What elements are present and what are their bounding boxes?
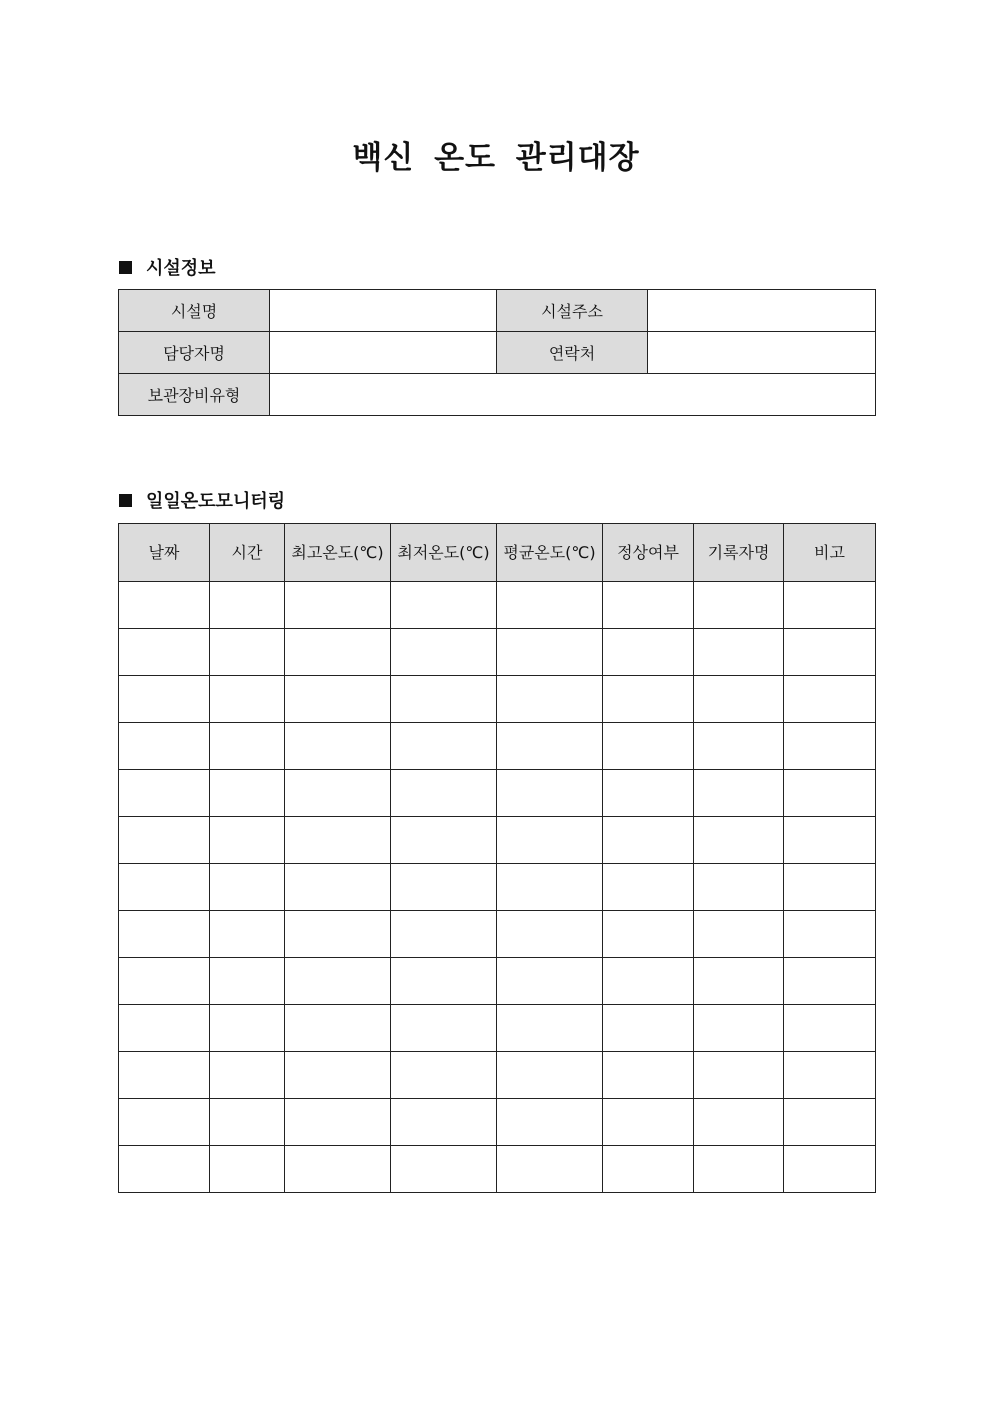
cell-time[interactable] bbox=[210, 629, 285, 676]
square-bullet-icon bbox=[119, 494, 132, 507]
cell-avg-temp[interactable] bbox=[497, 582, 603, 629]
cell-normal-status[interactable] bbox=[603, 911, 694, 958]
facility-row bbox=[119, 332, 876, 374]
table-row bbox=[119, 911, 876, 958]
table-header-row bbox=[119, 524, 876, 582]
cell-min-temp[interactable] bbox=[391, 723, 497, 770]
storage-equipment-type-label: 보관장비유형 bbox=[119, 374, 270, 416]
cell-remarks[interactable] bbox=[784, 723, 876, 770]
cell-time[interactable] bbox=[210, 723, 285, 770]
cell-time[interactable] bbox=[210, 770, 285, 817]
table-row bbox=[119, 629, 876, 676]
document-title: 백신 온도 관리대장 bbox=[352, 140, 640, 176]
cell-min-temp[interactable] bbox=[391, 1005, 497, 1052]
cell-avg-temp[interactable] bbox=[497, 817, 603, 864]
facility-name-field[interactable] bbox=[270, 290, 497, 332]
cell-date[interactable] bbox=[119, 723, 210, 770]
cell-date[interactable] bbox=[119, 958, 210, 1005]
cell-max-temp[interactable] bbox=[285, 582, 391, 629]
cell-max-temp[interactable] bbox=[285, 676, 391, 723]
cell-max-temp[interactable] bbox=[285, 770, 391, 817]
storage-equipment-type-field[interactable] bbox=[270, 374, 876, 416]
facility-address-field[interactable] bbox=[648, 290, 876, 332]
cell-max-temp[interactable] bbox=[285, 817, 391, 864]
cell-max-temp[interactable] bbox=[285, 958, 391, 1005]
column-header-avg-temp: 평균온도(℃) bbox=[497, 524, 603, 582]
cell-recorder[interactable] bbox=[694, 582, 784, 629]
cell-date[interactable] bbox=[119, 864, 210, 911]
cell-normal-status[interactable] bbox=[603, 770, 694, 817]
cell-date[interactable] bbox=[119, 676, 210, 723]
cell-normal-status[interactable] bbox=[603, 1099, 694, 1146]
cell-date[interactable] bbox=[119, 629, 210, 676]
cell-normal-status[interactable] bbox=[603, 582, 694, 629]
manager-name-field[interactable] bbox=[270, 332, 497, 374]
table-row bbox=[119, 1099, 876, 1146]
cell-min-temp[interactable] bbox=[391, 817, 497, 864]
cell-avg-temp[interactable] bbox=[497, 1052, 603, 1099]
cell-remarks[interactable] bbox=[784, 1005, 876, 1052]
cell-remarks[interactable] bbox=[784, 629, 876, 676]
cell-time[interactable] bbox=[210, 1052, 285, 1099]
cell-time[interactable] bbox=[210, 864, 285, 911]
cell-normal-status[interactable] bbox=[603, 864, 694, 911]
cell-date[interactable] bbox=[119, 1146, 210, 1193]
cell-recorder[interactable] bbox=[694, 1005, 784, 1052]
cell-max-temp[interactable] bbox=[285, 911, 391, 958]
table-row bbox=[119, 676, 876, 723]
cell-avg-temp[interactable] bbox=[497, 911, 603, 958]
monitoring-section-heading bbox=[119, 487, 285, 513]
cell-normal-status[interactable] bbox=[603, 1005, 694, 1052]
cell-normal-status[interactable] bbox=[603, 958, 694, 1005]
cell-time[interactable] bbox=[210, 582, 285, 629]
cell-recorder[interactable] bbox=[694, 770, 784, 817]
cell-date[interactable] bbox=[119, 582, 210, 629]
facility-info-table bbox=[118, 289, 876, 416]
cell-remarks[interactable] bbox=[784, 1052, 876, 1099]
cell-normal-status[interactable] bbox=[603, 1052, 694, 1099]
cell-avg-temp[interactable] bbox=[497, 1099, 603, 1146]
cell-remarks[interactable] bbox=[784, 770, 876, 817]
cell-normal-status[interactable] bbox=[603, 817, 694, 864]
column-header-time: 시간 bbox=[210, 524, 285, 582]
cell-min-temp[interactable] bbox=[391, 864, 497, 911]
cell-min-temp[interactable] bbox=[391, 582, 497, 629]
cell-time[interactable] bbox=[210, 676, 285, 723]
cell-date[interactable] bbox=[119, 1099, 210, 1146]
contact-label: 연락처 bbox=[497, 332, 648, 374]
square-bullet-icon bbox=[119, 261, 132, 274]
table-row bbox=[119, 770, 876, 817]
facility-section-heading bbox=[119, 254, 216, 280]
cell-date[interactable] bbox=[119, 817, 210, 864]
column-header-max-temp: 최고온도(℃) bbox=[285, 524, 391, 582]
cell-date[interactable] bbox=[119, 1052, 210, 1099]
cell-max-temp[interactable] bbox=[285, 1052, 391, 1099]
cell-remarks[interactable] bbox=[784, 864, 876, 911]
facility-section-title: 시설정보 bbox=[146, 258, 216, 279]
cell-min-temp[interactable] bbox=[391, 1099, 497, 1146]
cell-remarks[interactable] bbox=[784, 676, 876, 723]
cell-avg-temp[interactable] bbox=[497, 1146, 603, 1193]
cell-remarks[interactable] bbox=[784, 1146, 876, 1193]
cell-recorder[interactable] bbox=[694, 723, 784, 770]
cell-avg-temp[interactable] bbox=[497, 958, 603, 1005]
cell-min-temp[interactable] bbox=[391, 770, 497, 817]
facility-row bbox=[119, 374, 876, 416]
cell-time[interactable] bbox=[210, 958, 285, 1005]
contact-field[interactable] bbox=[648, 332, 876, 374]
column-header-min-temp: 최저온도(℃) bbox=[391, 524, 497, 582]
daily-temperature-table bbox=[118, 523, 876, 1193]
cell-min-temp[interactable] bbox=[391, 1052, 497, 1099]
cell-normal-status[interactable] bbox=[603, 723, 694, 770]
cell-remarks[interactable] bbox=[784, 582, 876, 629]
cell-min-temp[interactable] bbox=[391, 629, 497, 676]
facility-name-label: 시설명 bbox=[119, 290, 270, 332]
cell-recorder[interactable] bbox=[694, 911, 784, 958]
column-header-normal-status: 정상여부 bbox=[603, 524, 694, 582]
cell-avg-temp[interactable] bbox=[497, 770, 603, 817]
cell-date[interactable] bbox=[119, 770, 210, 817]
cell-date[interactable] bbox=[119, 911, 210, 958]
table-row bbox=[119, 1146, 876, 1193]
cell-recorder[interactable] bbox=[694, 817, 784, 864]
table-row bbox=[119, 1005, 876, 1052]
cell-time[interactable] bbox=[210, 911, 285, 958]
table-row bbox=[119, 723, 876, 770]
table-row bbox=[119, 582, 876, 629]
facility-row bbox=[119, 290, 876, 332]
column-header-recorder: 기록자명 bbox=[694, 524, 784, 582]
cell-normal-status[interactable] bbox=[603, 1146, 694, 1193]
table-row bbox=[119, 864, 876, 911]
cell-max-temp[interactable] bbox=[285, 1005, 391, 1052]
monitoring-section-title: 일일온도모니터링 bbox=[146, 491, 286, 512]
cell-max-temp[interactable] bbox=[285, 1099, 391, 1146]
cell-recorder[interactable] bbox=[694, 1146, 784, 1193]
column-header-date: 날짜 bbox=[119, 524, 210, 582]
cell-min-temp[interactable] bbox=[391, 958, 497, 1005]
cell-remarks[interactable] bbox=[784, 817, 876, 864]
cell-max-temp[interactable] bbox=[285, 629, 391, 676]
cell-recorder[interactable] bbox=[694, 629, 784, 676]
cell-recorder[interactable] bbox=[694, 864, 784, 911]
cell-recorder[interactable] bbox=[694, 958, 784, 1005]
cell-remarks[interactable] bbox=[784, 958, 876, 1005]
cell-max-temp[interactable] bbox=[285, 864, 391, 911]
cell-avg-temp[interactable] bbox=[497, 1005, 603, 1052]
cell-min-temp[interactable] bbox=[391, 911, 497, 958]
manager-name-label: 담당자명 bbox=[119, 332, 270, 374]
cell-max-temp[interactable] bbox=[285, 723, 391, 770]
column-header-remarks: 비고 bbox=[784, 524, 876, 582]
cell-min-temp[interactable] bbox=[391, 1146, 497, 1193]
facility-address-label: 시설주소 bbox=[497, 290, 648, 332]
table-row bbox=[119, 958, 876, 1005]
cell-avg-temp[interactable] bbox=[497, 723, 603, 770]
cell-normal-status[interactable] bbox=[603, 629, 694, 676]
cell-time[interactable] bbox=[210, 817, 285, 864]
cell-remarks[interactable] bbox=[784, 911, 876, 958]
cell-avg-temp[interactable] bbox=[497, 864, 603, 911]
cell-recorder[interactable] bbox=[694, 1099, 784, 1146]
cell-time[interactable] bbox=[210, 1146, 285, 1193]
table-body bbox=[119, 582, 876, 1193]
table-row bbox=[119, 817, 876, 864]
cell-min-temp[interactable] bbox=[391, 676, 497, 723]
cell-recorder[interactable] bbox=[694, 676, 784, 723]
cell-time[interactable] bbox=[210, 1005, 285, 1052]
table-row bbox=[119, 1052, 876, 1099]
cell-recorder[interactable] bbox=[694, 1052, 784, 1099]
cell-avg-temp[interactable] bbox=[497, 629, 603, 676]
cell-normal-status[interactable] bbox=[603, 676, 694, 723]
cell-date[interactable] bbox=[119, 1005, 210, 1052]
cell-max-temp[interactable] bbox=[285, 1146, 391, 1193]
cell-remarks[interactable] bbox=[784, 1099, 876, 1146]
cell-avg-temp[interactable] bbox=[497, 676, 603, 723]
cell-time[interactable] bbox=[210, 1099, 285, 1146]
